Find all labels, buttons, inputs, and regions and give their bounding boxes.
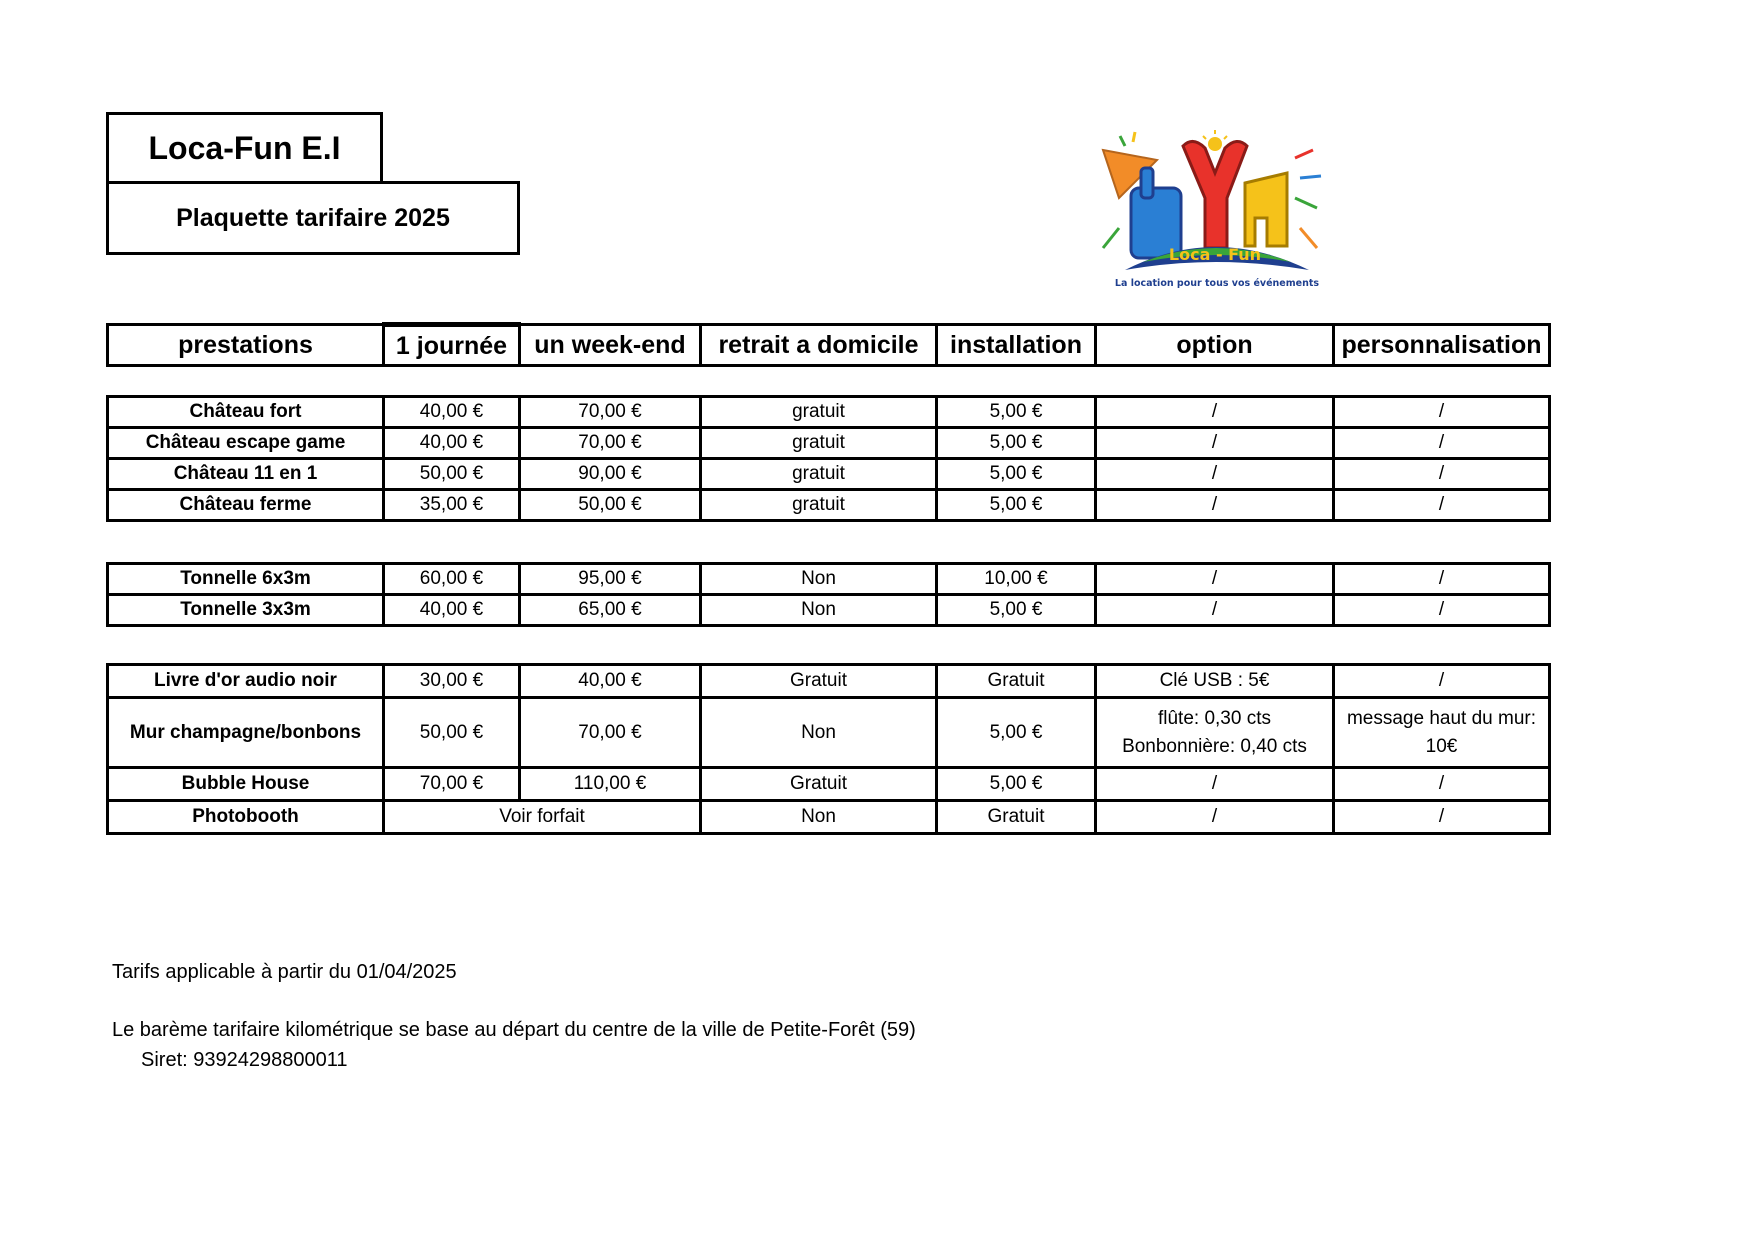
company-title: Loca-Fun E.I [106, 112, 383, 184]
pickup-value: Gratuit [701, 665, 937, 698]
price-list-title: Plaquette tarifaire 2025 [106, 181, 520, 255]
prestation-name: Bubble House [108, 768, 384, 801]
pickup-value: Non [701, 698, 937, 768]
header-option: option [1096, 325, 1334, 366]
price-weekend: 110,00 € [520, 768, 701, 801]
table-row [108, 490, 1550, 521]
custom-value: / [1334, 397, 1550, 428]
installation-value: 5,00 € [937, 768, 1096, 801]
table-row [108, 428, 1550, 459]
option-value: Clé USB : 5€ [1096, 665, 1334, 698]
logo-brand-text: Loca - Fun [1168, 245, 1262, 264]
option-value: / [1096, 490, 1334, 521]
installation-value: 5,00 € [937, 490, 1096, 521]
table-row [108, 698, 1550, 768]
installation-value: 5,00 € [937, 459, 1096, 490]
table-row [108, 665, 1550, 698]
option-value: / [1096, 595, 1334, 626]
prestation-name: Photobooth [108, 801, 384, 834]
installation-value: 5,00 € [937, 428, 1096, 459]
price-day: 50,00 € [384, 698, 520, 768]
price-day: 40,00 € [384, 595, 520, 626]
price-day: 35,00 € [384, 490, 520, 521]
custom-line: 10€ [1425, 735, 1458, 757]
custom-line: message haut du mur: [1346, 707, 1537, 729]
installation-value: 5,00 € [937, 397, 1096, 428]
table-row [108, 564, 1550, 595]
custom-value: / [1334, 564, 1550, 595]
option-value: / [1096, 459, 1334, 490]
prestation-name: Livre d'or audio noir [108, 665, 384, 698]
prestation-name: Château escape game [108, 428, 384, 459]
chateaux-table [106, 395, 1551, 522]
installation-value: Gratuit [937, 801, 1096, 834]
custom-value: / [1334, 665, 1550, 698]
price-day: 30,00 € [384, 665, 520, 698]
price-day: 40,00 € [384, 397, 520, 428]
custom-value: / [1334, 595, 1550, 626]
custom-value [1334, 698, 1550, 768]
header-1-journee: 1 journée [384, 325, 520, 366]
installation-value: 5,00 € [937, 698, 1096, 768]
table-row [108, 768, 1550, 801]
custom-value: / [1334, 801, 1550, 834]
option-value: / [1096, 801, 1334, 834]
tonnelles-table [106, 562, 1551, 627]
mileage-note: Le barème tarifaire kilométrique se base au départ du centre de la ville de Petite-Forêt (59) [112, 1019, 916, 1041]
option-value [1096, 698, 1334, 768]
pickup-value: gratuit [701, 428, 937, 459]
table-row [108, 459, 1550, 490]
installation-value: Gratuit [937, 665, 1096, 698]
loca-fun-logo [1095, 128, 1340, 293]
pickup-value: Gratuit [701, 768, 937, 801]
price-weekend: 90,00 € [520, 459, 701, 490]
pickup-value: gratuit [701, 397, 937, 428]
header-retrait: retrait a domicile [701, 325, 937, 366]
option-line: Bonbonnière: 0,40 cts [1122, 735, 1307, 757]
price-weekend: 70,00 € [520, 698, 701, 768]
prestation-name: Château ferme [108, 490, 384, 521]
custom-value: / [1334, 768, 1550, 801]
animations-table [106, 663, 1551, 835]
prestation-name: Tonnelle 3x3m [108, 595, 384, 626]
table-row [108, 595, 1550, 626]
table-row [108, 397, 1550, 428]
header-prestations: prestations [108, 325, 384, 366]
pickup-value: Non [701, 801, 937, 834]
installation-value: 5,00 € [937, 595, 1096, 626]
prestation-name: Mur champagne/bonbons [108, 698, 384, 768]
price-weekend: 95,00 € [520, 564, 701, 595]
pickup-value: Non [701, 595, 937, 626]
pickup-value: gratuit [701, 459, 937, 490]
option-value: / [1096, 397, 1334, 428]
option-line: flûte: 0,30 cts [1157, 707, 1271, 729]
header-personnalisation: personnalisation [1334, 325, 1550, 366]
price-weekend: 50,00 € [520, 490, 701, 521]
logo-tagline: La location pour tous vos événements [1114, 278, 1320, 289]
price-day: 50,00 € [384, 459, 520, 490]
option-value: / [1096, 428, 1334, 459]
column-header-row [106, 322, 1551, 367]
custom-value: / [1334, 428, 1550, 459]
option-value: / [1096, 564, 1334, 595]
price-day: 40,00 € [384, 428, 520, 459]
price-weekend: 65,00 € [520, 595, 701, 626]
custom-value: / [1334, 459, 1550, 490]
price-weekend: 70,00 € [520, 397, 701, 428]
prestation-name: Tonnelle 6x3m [108, 564, 384, 595]
option-value: / [1096, 768, 1334, 801]
table-row [108, 801, 1550, 834]
installation-value: 10,00 € [937, 564, 1096, 595]
price-day: 70,00 € [384, 768, 520, 801]
price-forfait: Voir forfait [384, 801, 701, 834]
prestation-name: Château 11 en 1 [108, 459, 384, 490]
validity-note: Tarifs applicable à partir du 01/04/2025 [112, 961, 457, 983]
price-weekend: 40,00 € [520, 665, 701, 698]
price-day: 60,00 € [384, 564, 520, 595]
prestation-name: Château fort [108, 397, 384, 428]
siret-number: Siret: 93924298800011 [141, 1049, 348, 1071]
pickup-value: Non [701, 564, 937, 595]
price-weekend: 70,00 € [520, 428, 701, 459]
header-installation: installation [937, 325, 1096, 366]
custom-value: / [1334, 490, 1550, 521]
pickup-value: gratuit [701, 490, 937, 521]
header-weekend: un week-end [520, 325, 701, 366]
